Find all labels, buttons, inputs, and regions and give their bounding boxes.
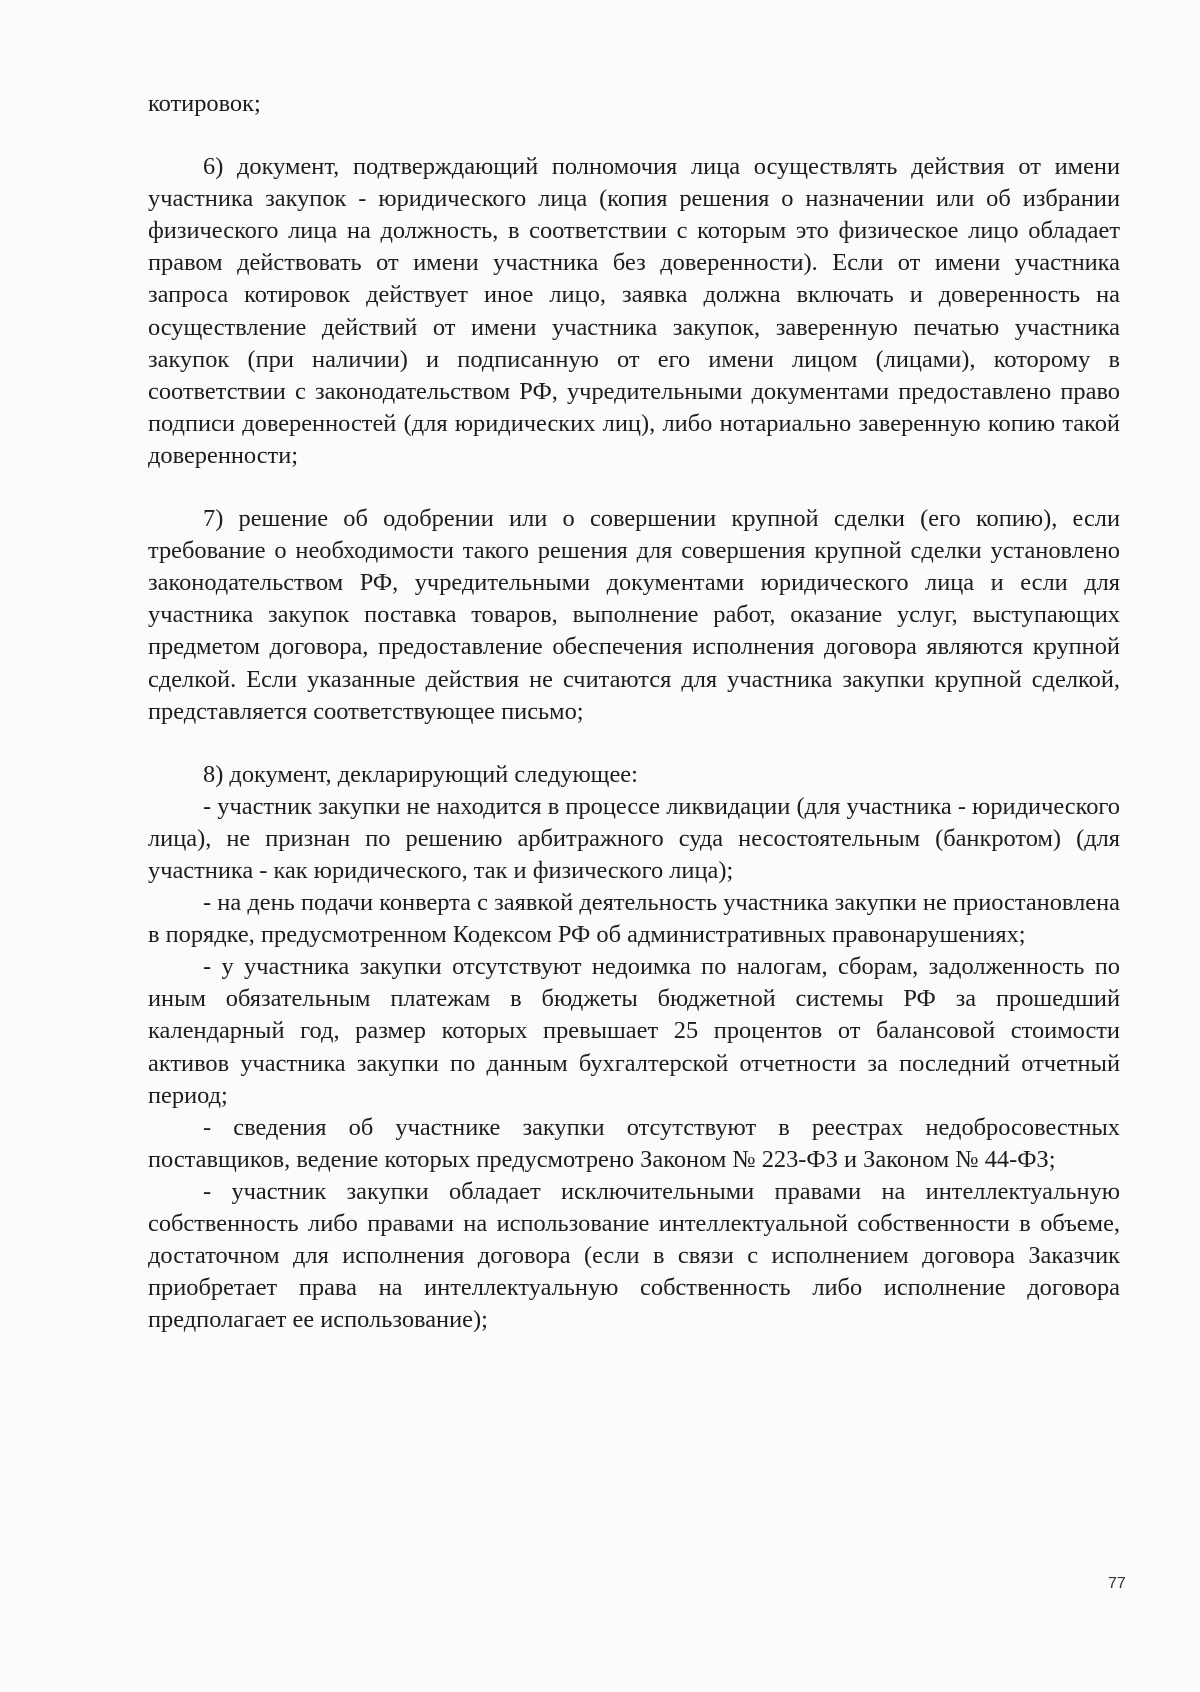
document-page — [148, 88, 1120, 1336]
item-8-bullet-registry: - сведения об участнике закупки отсутствуют в реестрах недобросовестных поставщиков, ведение которых предусмотрено Законом № 223-ФЗ и Законом № 44-ФЗ; — [148, 1113, 1120, 1173]
page-number: 77 — [1108, 1575, 1126, 1592]
item-8-heading: 8) документ, декларирующий следующее: — [203, 760, 638, 788]
item-8-bullet-liquidation: - участник закупки не находится в процессе ликвидации (для участника - юридического лица), не признан по решению арбитражного суда несостоятельным (банкротом) (для участника - как юридического, так и физического лица); — [148, 792, 1120, 884]
item-8-bullet-intellectual-property: - участник закупки обладает исключительными правами на интеллектуальную собственность либо правами на использование интеллектуальной собственности в объеме, достаточном для исполнения договора (если в связи с исполнением договора Заказчик приобретает права на интеллектуальную собственность либо исполнение договора предполагает ее использование); — [148, 1177, 1120, 1334]
item-8-bullet-suspension: - на день подачи конверта с заявкой деятельность участника закупки не приостановлена в порядке, предусмотренном Кодексом РФ об административных правонарушениях; — [148, 889, 1120, 949]
continuation-text: котировок; — [148, 90, 261, 117]
item-8-bullet-tax-arrears: - у участника закупки отсутствуют недоимка по налогам, сборам, задолженность по иным обязательным платежам в бюджеты бюджетной системы РФ за прошедший календарный год, размер которых превышает 25 процентов от балансовой стоимости активов участника закупки по данным бухгалтерской отчетности за последний отчетный период; — [148, 953, 1120, 1109]
item-7-paragraph: 7) решение об одобрении или о совершении крупной сделки (его копию), если требование о необходимости такого решения для совершения крупной сделки установлено законодательством РФ, учредительными документами юридического лица и если для участника закупок поставка товаров, выполнение работ, оказание услуг, выступающих предметом договора, предоставление обеспечения исполнения договора являются крупной сделкой. Если указанные действия не считаются для участника закупки крупной сделкой, представляется соответствующее письмо; — [148, 505, 1120, 725]
item-6-paragraph: 6) документ, подтверждающий полномочия лица осуществлять действия от имени участника закупок - юридического лица (копия решения о назначении или об избрании физического лица на должность, в соответствии с которым это физическое лицо обладает правом действовать от имени участника без доверенности). Если от имени участника запроса котировок действует иное лицо, заявка должна включать и доверенность на осуществление действий от имени участника закупок, заверенную печатью участника закупок (при наличии) и подписанную от его имени лицом (лицами), которому в соответствии с законодательством РФ, учредительными документами предоставлено право подписи доверенностей (для юридических лиц), либо нотариально заверенную копию такой доверенности; — [148, 153, 1120, 469]
